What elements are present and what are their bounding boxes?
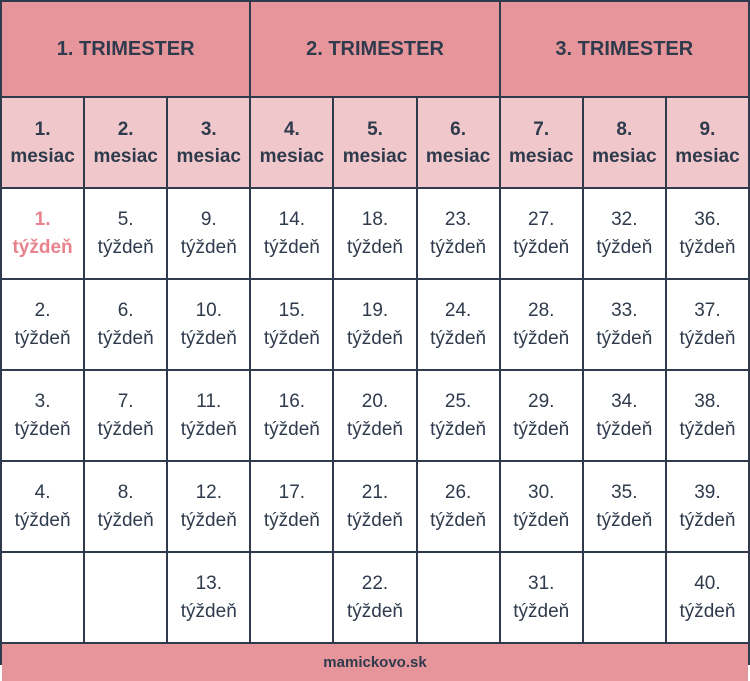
month-header-9	[667, 98, 748, 187]
week-cell	[2, 462, 83, 551]
week-number: 15.	[278, 299, 306, 321]
month-number: 3.	[200, 118, 217, 140]
week-number: 6.	[117, 299, 134, 321]
month-header-8	[584, 98, 665, 187]
week-number: 5.	[117, 208, 134, 230]
week-label: týždeň	[263, 327, 320, 349]
week-number: 10.	[195, 299, 222, 321]
week-label: týždeň	[14, 418, 71, 440]
empty-cell	[251, 553, 332, 642]
month-label: mesiac	[675, 145, 740, 167]
week-cell	[501, 462, 582, 551]
week-number: 29.	[528, 390, 555, 412]
week-label: týždeň	[263, 418, 320, 440]
month-header-3	[168, 98, 249, 187]
trimester-header-2: 2. TRIMESTER	[251, 2, 498, 96]
week-label: týždeň	[180, 236, 237, 258]
empty-cell	[584, 553, 665, 642]
week-label: týždeň	[180, 600, 237, 622]
week-cell	[168, 462, 249, 551]
week-label: týždeň	[513, 418, 570, 440]
week-number: 26.	[444, 481, 472, 503]
week-cell	[667, 553, 748, 642]
footer-site-name: mamickovo.sk	[2, 644, 748, 681]
week-label: týždeň	[596, 327, 653, 349]
week-label: týždeň	[97, 509, 154, 531]
week-number: 16.	[278, 390, 306, 412]
month-header-5	[334, 98, 415, 187]
week-cell	[2, 280, 83, 369]
week-label: týždeň	[180, 509, 237, 531]
week-cell	[584, 280, 665, 369]
week-number: 8.	[117, 481, 134, 503]
week-number: 25.	[444, 390, 472, 412]
week-cell	[85, 280, 166, 369]
month-header-7	[501, 98, 582, 187]
week-label: týždeň	[97, 327, 154, 349]
week-cell	[501, 280, 582, 369]
week-cell	[501, 553, 582, 642]
week-cell	[418, 462, 499, 551]
week-number: 7.	[117, 390, 134, 412]
week-number: 37.	[694, 299, 721, 321]
week-number: 1.	[34, 208, 51, 230]
week-cell	[168, 280, 249, 369]
week-label: týždeň	[679, 327, 736, 349]
week-cell	[168, 189, 249, 278]
month-number: 6.	[450, 118, 467, 140]
month-number: 5.	[367, 118, 383, 140]
week-cell	[334, 553, 415, 642]
week-number: 22.	[361, 572, 389, 594]
week-label: týždeň	[347, 509, 403, 531]
week-number: 34.	[611, 390, 638, 412]
week-cell	[501, 371, 582, 460]
week-label: týždeň	[97, 236, 154, 258]
week-label: týždeň	[596, 509, 653, 531]
week-cell	[418, 371, 499, 460]
week-number: 19.	[361, 299, 389, 321]
week-cell	[85, 189, 166, 278]
week-number: 4.	[34, 481, 51, 503]
month-label: mesiac	[259, 145, 325, 167]
week-cell	[584, 462, 665, 551]
month-number: 8.	[616, 118, 633, 140]
week-number: 11.	[196, 390, 222, 412]
week-label: týždeň	[263, 509, 320, 531]
empty-cell	[85, 553, 166, 642]
empty-cell	[2, 553, 83, 642]
week-cell	[418, 189, 499, 278]
week-label: týždeň	[513, 600, 570, 622]
trimester-header-3: 3. TRIMESTER	[501, 2, 748, 96]
week-number: 12.	[195, 481, 222, 503]
week-label: týždeň	[12, 236, 73, 258]
month-label: mesiac	[342, 145, 408, 167]
week-cell	[85, 462, 166, 551]
week-label: týždeň	[430, 236, 487, 258]
month-label: mesiac	[508, 145, 574, 167]
week-label: týždeň	[180, 418, 237, 440]
week-label: týždeň	[430, 418, 487, 440]
week-number: 32.	[611, 208, 638, 230]
month-label: mesiac	[10, 145, 75, 167]
month-number: 2.	[117, 118, 134, 140]
week-number: 3.	[34, 390, 51, 412]
week-label: týždeň	[347, 600, 403, 622]
week-cell	[667, 280, 748, 369]
week-number: 20.	[361, 390, 389, 412]
week-number: 40.	[694, 572, 721, 594]
week-label: týždeň	[430, 509, 487, 531]
week-cell	[2, 371, 83, 460]
month-label: mesiac	[176, 145, 241, 167]
week-label: týždeň	[679, 418, 736, 440]
week-cell	[334, 280, 415, 369]
month-number: 9.	[699, 118, 716, 140]
week-label: týždeň	[14, 327, 71, 349]
week-cell	[667, 371, 748, 460]
week-cell	[251, 371, 332, 460]
week-number: 27.	[528, 208, 555, 230]
week-cell	[334, 371, 415, 460]
month-header-1	[2, 98, 83, 187]
week-label: týždeň	[513, 327, 570, 349]
week-number: 24.	[444, 299, 472, 321]
week-label: týždeň	[263, 236, 320, 258]
week-number: 9.	[200, 208, 217, 230]
month-label: mesiac	[93, 145, 158, 167]
week-label: týždeň	[97, 418, 154, 440]
week-cell	[667, 462, 748, 551]
week-number: 17.	[278, 481, 306, 503]
month-header-2	[85, 98, 166, 187]
week-number: 21.	[361, 481, 389, 503]
week-number: 13.	[195, 572, 222, 594]
week-cell	[251, 280, 332, 369]
trimester-header-1: 1. TRIMESTER	[2, 2, 249, 96]
week-cell	[168, 371, 249, 460]
week-label: týždeň	[513, 236, 570, 258]
week-cell	[251, 462, 332, 551]
week-number: 36.	[694, 208, 721, 230]
month-number: 4.	[283, 118, 300, 140]
month-label: mesiac	[592, 145, 657, 167]
week-number: 33.	[611, 299, 638, 321]
week-cell	[2, 189, 83, 278]
week-cell	[667, 189, 748, 278]
week-cell	[168, 553, 249, 642]
week-label: týždeň	[180, 327, 237, 349]
week-label: týždeň	[14, 509, 71, 531]
week-label: týždeň	[596, 418, 653, 440]
week-number: 28.	[528, 299, 555, 321]
month-label: mesiac	[425, 145, 491, 167]
week-cell	[85, 371, 166, 460]
week-cell	[334, 462, 415, 551]
week-number: 39.	[694, 481, 721, 503]
week-number: 31.	[528, 572, 555, 594]
week-cell	[251, 189, 332, 278]
week-number: 14.	[278, 208, 306, 230]
week-cell	[584, 371, 665, 460]
week-label: týždeň	[513, 509, 570, 531]
month-header-4	[251, 98, 332, 187]
week-label: týždeň	[430, 327, 487, 349]
week-label: týždeň	[679, 600, 736, 622]
week-cell	[584, 189, 665, 278]
week-number: 2.	[34, 299, 51, 321]
week-number: 23.	[444, 208, 472, 230]
month-number: 7.	[533, 118, 550, 140]
week-label: týždeň	[679, 236, 736, 258]
week-label: týždeň	[347, 236, 403, 258]
week-label: týždeň	[679, 509, 736, 531]
week-cell	[501, 189, 582, 278]
week-cell	[334, 189, 415, 278]
empty-cell	[418, 553, 499, 642]
month-header-6	[418, 98, 499, 187]
month-number: 1.	[34, 118, 51, 140]
week-number: 35.	[611, 481, 638, 503]
week-number: 18.	[361, 208, 389, 230]
week-label: týždeň	[347, 418, 403, 440]
week-number: 30.	[528, 481, 555, 503]
week-label: týždeň	[347, 327, 403, 349]
week-label: týždeň	[596, 236, 653, 258]
week-number: 38.	[694, 390, 721, 412]
week-cell	[418, 280, 499, 369]
